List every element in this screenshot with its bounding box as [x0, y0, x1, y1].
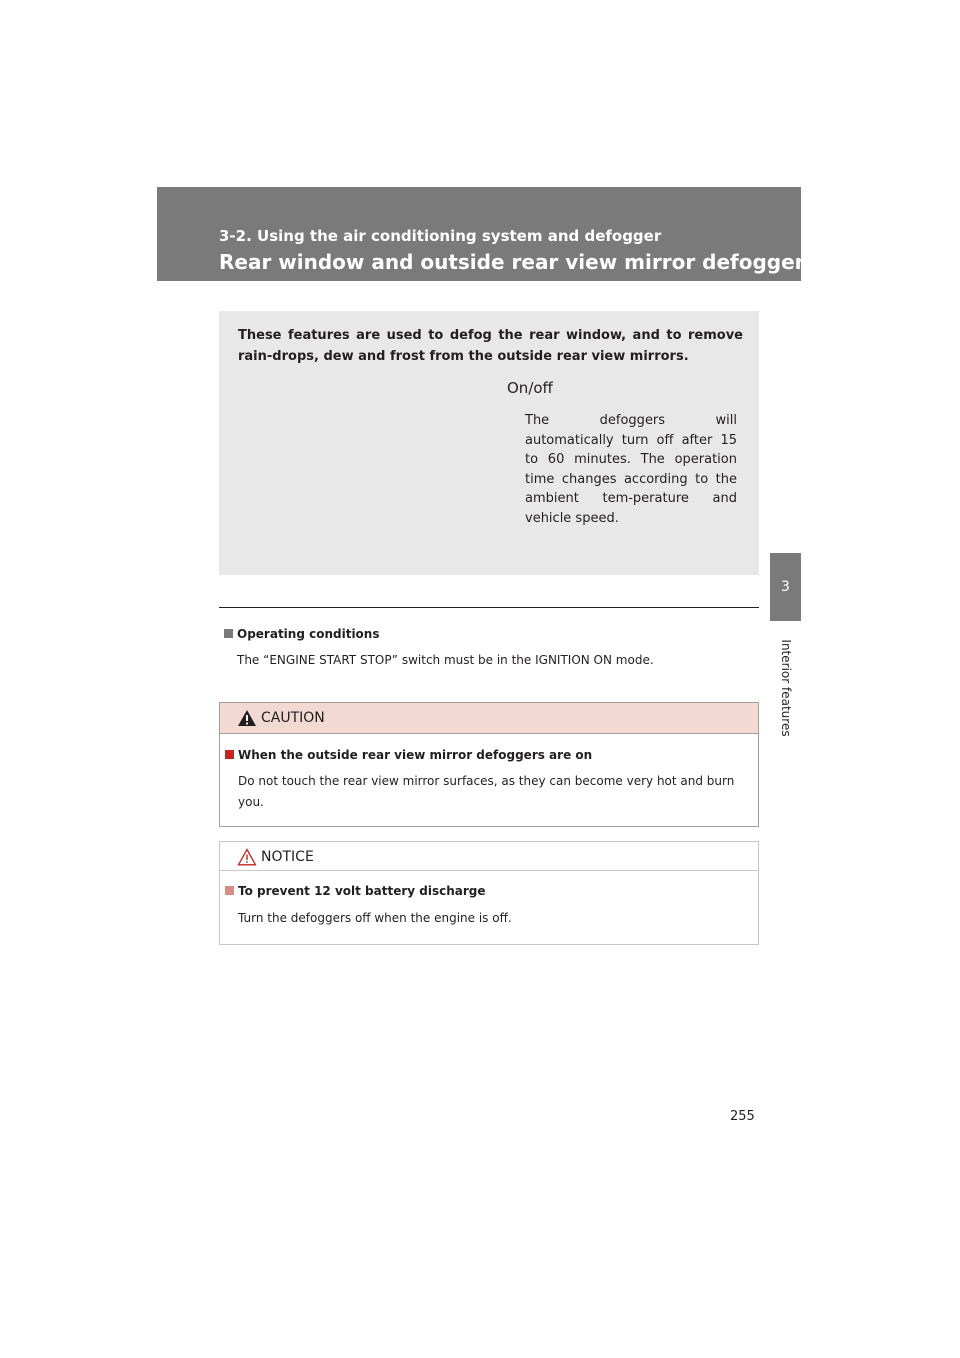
square-bullet-icon	[225, 886, 234, 895]
section-label: 3-2. Using the air conditioning system and defogger	[219, 227, 662, 245]
operating-conditions-heading	[224, 627, 380, 641]
notice-title: NOTICE	[261, 849, 314, 865]
operating-conditions-heading-text: Operating conditions	[237, 627, 380, 641]
chapter-number: 3	[781, 579, 790, 595]
page-number: 255	[730, 1109, 755, 1124]
caution-item-heading	[225, 748, 592, 762]
chapter-tab	[770, 553, 801, 621]
callout-description: The defoggers will automatically turn off after 15 to 60 minutes. The operation time changes according to the ambient tem-perature and vehicle speed.	[525, 413, 737, 526]
notice-item-heading	[225, 884, 486, 898]
callout-label: On/off	[507, 379, 553, 397]
operating-conditions-text: The “ENGINE START STOP” switch must be in the IGNITION ON mode.	[237, 653, 654, 667]
intro-box	[219, 311, 759, 575]
caution-box	[219, 702, 759, 827]
square-bullet-icon	[225, 750, 234, 759]
warning-triangle-filled-icon	[237, 709, 257, 727]
square-bullet-icon	[224, 629, 233, 638]
intro-text: These features are used to defog the rear window, and to remove rain-drops, dew and frost from the outside rear view mirrors.	[238, 328, 743, 364]
notice-item-text: Turn the defoggers off when the engine is off.	[238, 911, 512, 925]
notice-item-heading-text: To prevent 12 volt battery discharge	[238, 884, 486, 898]
caution-item-heading-text: When the outside rear view mirror defoggers are on	[238, 748, 593, 762]
notice-box	[219, 841, 759, 945]
caution-item-text: Do not touch the rear view mirror surfaces, as they can become very hot and burn you.	[238, 774, 735, 809]
page-title: Rear window and outside rear view mirror defoggers	[219, 250, 817, 274]
caution-header	[220, 703, 758, 734]
chapter-label: Interior features	[779, 639, 793, 737]
warning-triangle-outline-icon	[237, 848, 257, 866]
notice-header	[220, 842, 758, 871]
header-bar	[157, 187, 817, 281]
caution-title: CAUTION	[261, 710, 325, 726]
section-divider	[219, 607, 759, 608]
